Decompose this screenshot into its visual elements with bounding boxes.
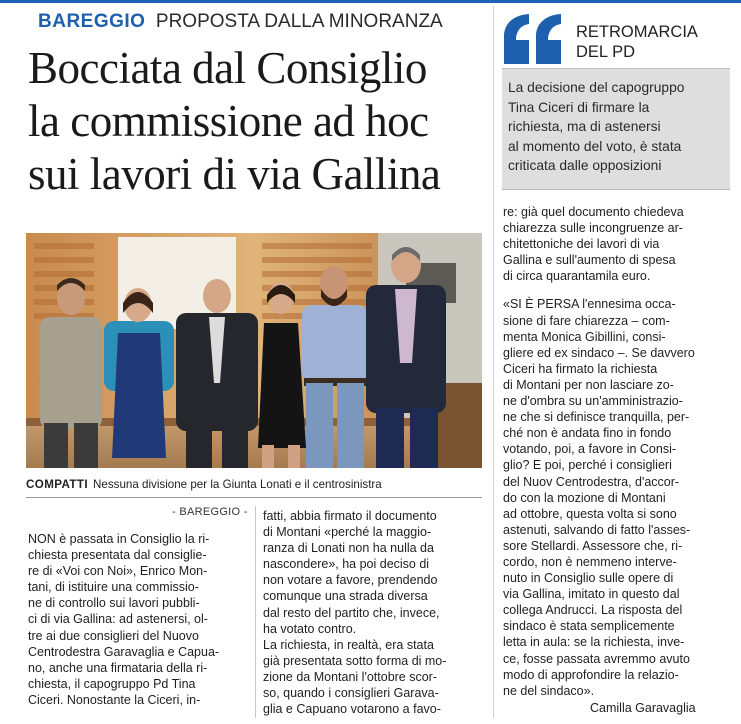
- caption-text: Nessuna divisione per la Giunta Lonati e il centrosinistra: [93, 478, 382, 491]
- body-line: fatti, abbia firmato il documento: [263, 509, 437, 523]
- body-line: tani, di istituire una commissio-: [28, 580, 199, 595]
- body-line: zione da Montani l'ottobre scor-: [263, 669, 438, 684]
- body-line: ranza di Lonati non ha nulla da: [263, 541, 434, 556]
- column-divider: [493, 6, 494, 718]
- body-line: ne d'ombra su un'amministrazio-: [503, 394, 683, 409]
- body-line: astenuti, salvando di fatto l'asses-: [503, 522, 691, 537]
- body-line: gliere ed ex sindaco –. Se davvero: [503, 345, 695, 360]
- body-line: Ciceri. Nonostante la Ciceri, in-: [28, 692, 201, 707]
- headline-line: sui lavori di via Gallina: [28, 149, 441, 199]
- caption-lead: COMPATTI: [26, 478, 89, 491]
- dateline: - BAREGGIO -: [172, 506, 248, 518]
- body-line: ne del sindaco».: [503, 683, 595, 698]
- sidebar-text-line: criticata dalle opposizioni: [508, 158, 662, 173]
- sidebar-text-box: [502, 68, 730, 190]
- body-line: nuto in Consiglio sulle opere di: [503, 571, 674, 586]
- sidebar-title-line: DEL PD: [576, 43, 635, 61]
- body-line: sore Stellardi. Assessore che, ri-: [503, 538, 683, 553]
- kicker-place: BAREGGIO: [38, 11, 146, 32]
- body-column-3: [503, 204, 725, 699]
- body-line: menta Monica Gibillini, consi-: [503, 329, 666, 344]
- body-line: ché non è andata fino in fondo: [503, 426, 672, 441]
- sidebar-text: [508, 78, 728, 176]
- body-line: collega Andrucci. La risposta del: [503, 603, 683, 618]
- headline: [28, 42, 490, 201]
- body-line: do con la mozione di Montani: [503, 490, 666, 505]
- body-line: chiarezza sulle incongruenze ar-: [503, 221, 683, 236]
- headline-line: Bocciata dal Consiglio: [28, 43, 427, 93]
- body-line: chiesta, il capogruppo Pd Tina: [28, 676, 196, 691]
- sidebar-text-line: La decisione del capogruppo: [508, 80, 685, 95]
- body-line: tre ai due consiglieri del Nuovo: [28, 628, 199, 643]
- sidebar-text-line: Tina Ciceri di firmare la: [508, 99, 650, 115]
- body-column-1: [28, 531, 248, 708]
- kicker-text: PROPOSTA DALLA MINORANZA: [155, 11, 443, 32]
- body-line: glio? E poi, perché i consiglieri: [503, 458, 672, 473]
- body-line: re: già quel documento chiedeva: [503, 205, 684, 219]
- author-signature: Camilla Garavaglia: [590, 701, 696, 715]
- body-line: chiesta presentata dal consiglie-: [28, 548, 207, 563]
- body-line: ci di via Gallina: ad astenersi, ol-: [28, 612, 208, 627]
- body-line: dal resto del partito che, invece,: [263, 605, 440, 620]
- body-line: ne di controllo sui lavori pubbli-: [28, 596, 200, 611]
- quote-icon: [504, 14, 562, 64]
- sidebar-text-line: al momento del voto, è stata: [508, 138, 682, 154]
- body-line: sione di fare chiarezza – com-: [503, 313, 670, 328]
- body-line: NON è passata in Consiglio la ri-: [28, 532, 210, 546]
- body-line: comunque una strada diversa: [263, 589, 428, 604]
- body-line: Centrodestra Garavaglia e Capua-: [28, 644, 220, 659]
- column-divider: [255, 506, 256, 718]
- body-line: letta in aula: se la richiesta, inve-: [503, 635, 685, 650]
- body-line: del Nuov Centrodestra, d'accor-: [503, 474, 680, 489]
- body-line: so, quando i consiglieri Garava-: [263, 686, 439, 701]
- body-line: ce, fosse passata avremmo avuto: [503, 651, 690, 666]
- body-line: nascondere», ha poi deciso di: [263, 557, 430, 572]
- kicker: [38, 11, 443, 37]
- body-line: ad ottobre, questa volta si sono: [503, 506, 677, 521]
- body-line: votando, poi, a favore in Consi-: [503, 442, 677, 457]
- body-line: [503, 284, 725, 296]
- body-line: Gallina e sull'aumento di spesa: [503, 253, 676, 268]
- caption-divider: [26, 497, 482, 498]
- body-line: La richiesta, in realtà, era stata: [263, 637, 434, 652]
- sidebar-title: [576, 22, 698, 62]
- body-line: cordo, non è nemmeno interve-: [503, 554, 677, 569]
- body-line: ne che si definisce tranquilla, per-: [503, 410, 690, 425]
- body-line: di circa quarantamila euro.: [503, 269, 651, 284]
- body-line: glia e Capuano votarono a favo-: [263, 702, 441, 717]
- sidebar-title-line: RETROMARCIA: [576, 23, 698, 41]
- body-line: non votare a favore, prendendo: [263, 573, 438, 588]
- body-column-2: [263, 508, 483, 717]
- photo-caption: [26, 478, 382, 491]
- body-line: no, anche una firmataria della ri-: [28, 660, 208, 675]
- group-photo: [26, 233, 482, 468]
- body-line: chitettoniche dei lavori di via: [503, 237, 660, 252]
- body-line: ha votato contro.: [263, 621, 357, 636]
- body-line: sindaco è stata semplicemente: [503, 619, 675, 634]
- body-line: modo di approfondire la relazio-: [503, 667, 679, 682]
- body-line: già presentata sotto forma di mo-: [263, 653, 447, 668]
- body-line: di Montani per non lasciare zo-: [503, 377, 674, 392]
- top-accent-bar: [0, 0, 741, 3]
- body-line: re di «Voi con Noi», Enrico Mon-: [28, 564, 208, 579]
- sidebar-box: [500, 4, 732, 194]
- headline-line: la commissione ad hoc: [28, 96, 429, 146]
- body-line: Ciceri ha firmato la richiesta: [503, 361, 658, 376]
- body-line: di Montani «perché la maggio-: [263, 525, 432, 540]
- body-line: «SI È PERSA l'ennesima occa-: [503, 297, 676, 312]
- sidebar-text-line: richiesta, ma di astenersi: [508, 119, 661, 134]
- body-line: via Gallina, imitato in questo dal: [503, 587, 680, 602]
